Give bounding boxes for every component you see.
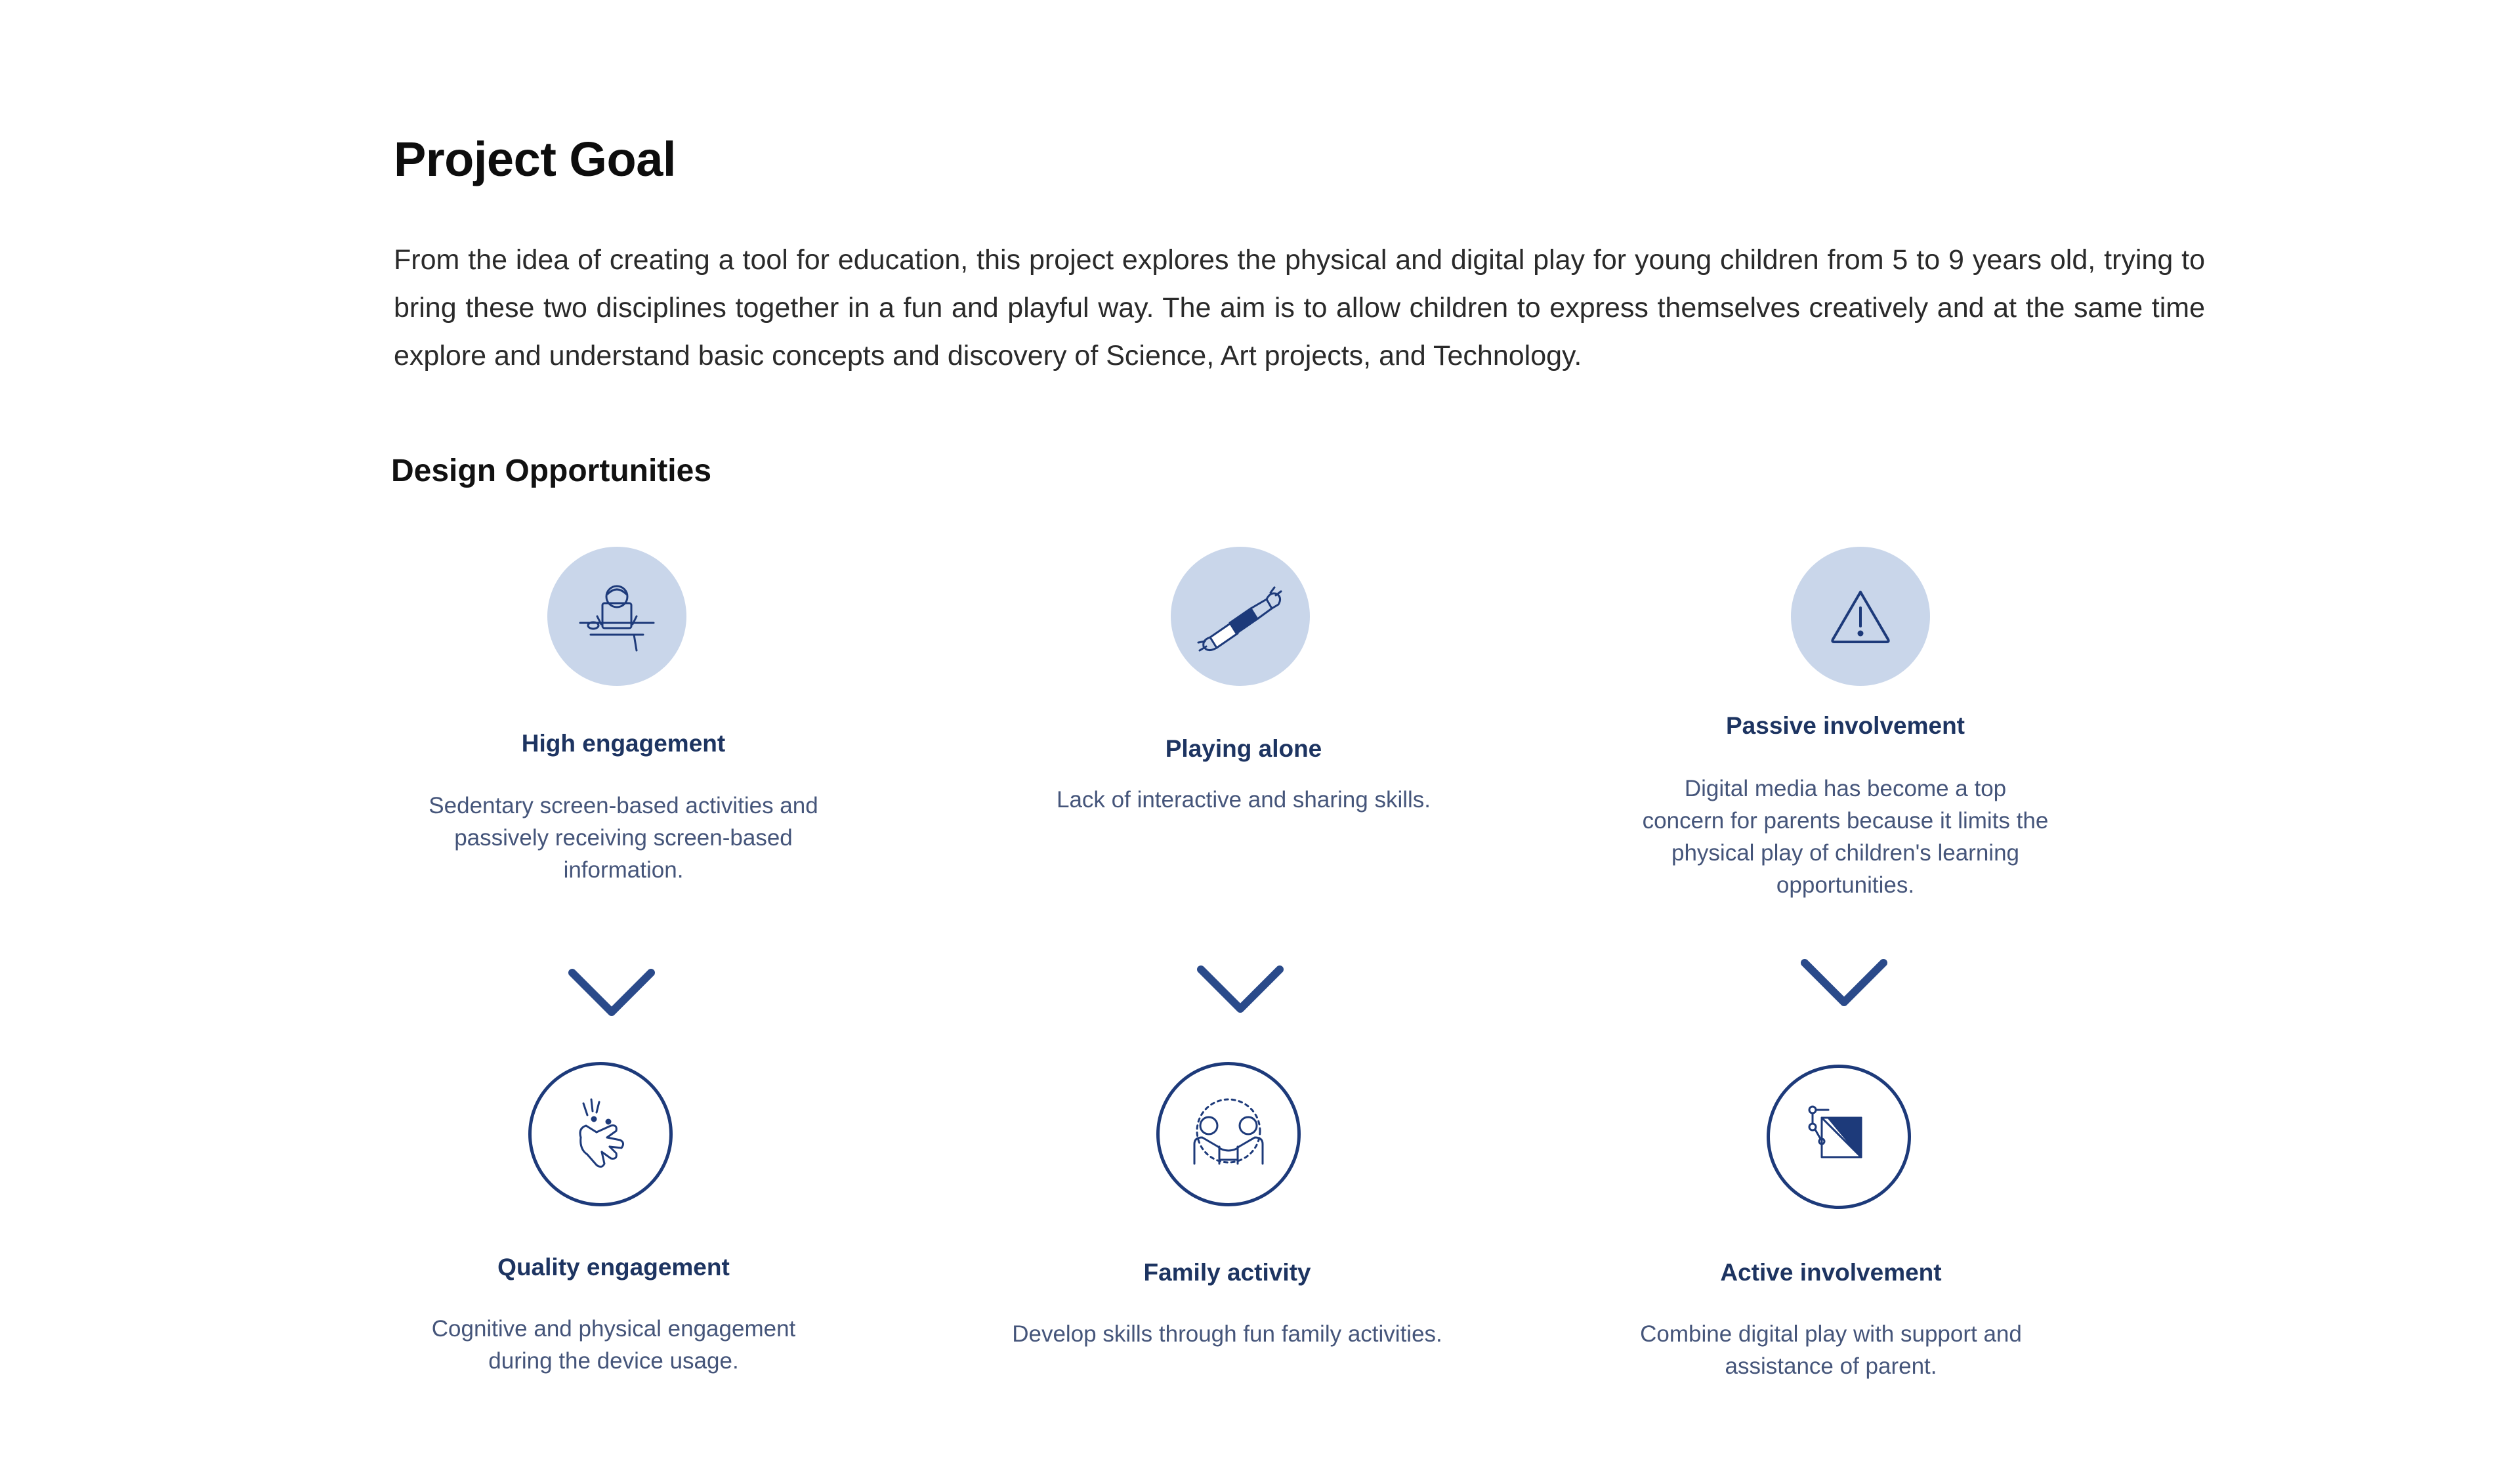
opportunity-description: Combine digital play with support and assistance of parent. xyxy=(1640,1321,2022,1379)
screen-user-icon xyxy=(547,547,686,686)
opportunity-description: Develop skills through fun family activities. xyxy=(1012,1321,1442,1347)
opportunity-description: Digital media has become a top concern for parents because it limits the physical play of children's learning opportunities. xyxy=(1642,776,2049,898)
finger-snap-icon xyxy=(528,1062,673,1206)
opportunity-description: Cognitive and physical engagement during the device usage. xyxy=(431,1316,796,1374)
warning-icon xyxy=(1791,547,1930,686)
family-group-icon xyxy=(1156,1062,1301,1206)
opportunity-title: Passive involvement xyxy=(1725,712,1965,739)
opportunity-title: Active involvement xyxy=(1720,1259,1942,1286)
intro-paragraph: From the idea of creating a tool for education, this project explores the physical and digital play for young children from 5 to 9 years old, trying to bring these two disciplines together in a fun and playful way. The aim is to allow children to express themselves creatively and at the same time explore and understand basic concepts and discovery of Science, Art projects, and Technology. xyxy=(394,244,2205,371)
tablet-nodes-icon xyxy=(1767,1065,1911,1209)
opportunity-description: Sedentary screen-based activities and passively receiving screen-based information. xyxy=(429,793,818,883)
opportunity-title: Family activity xyxy=(1143,1259,1311,1286)
chevron-down-icon xyxy=(1194,962,1286,1021)
opportunity-description: Lack of interactive and sharing skills. xyxy=(1057,787,1431,813)
chevron-down-icon xyxy=(566,965,658,1024)
opportunity-title: Playing alone xyxy=(1165,735,1322,762)
hands-handshake-icon xyxy=(1171,547,1310,686)
section-title: Design Opportunities xyxy=(391,454,712,488)
opportunity-title: High engagement xyxy=(521,730,726,757)
chevron-down-icon xyxy=(1798,955,1890,1014)
page-title: Project Goal xyxy=(394,132,676,186)
opportunity-title: Quality engagement xyxy=(497,1254,730,1281)
